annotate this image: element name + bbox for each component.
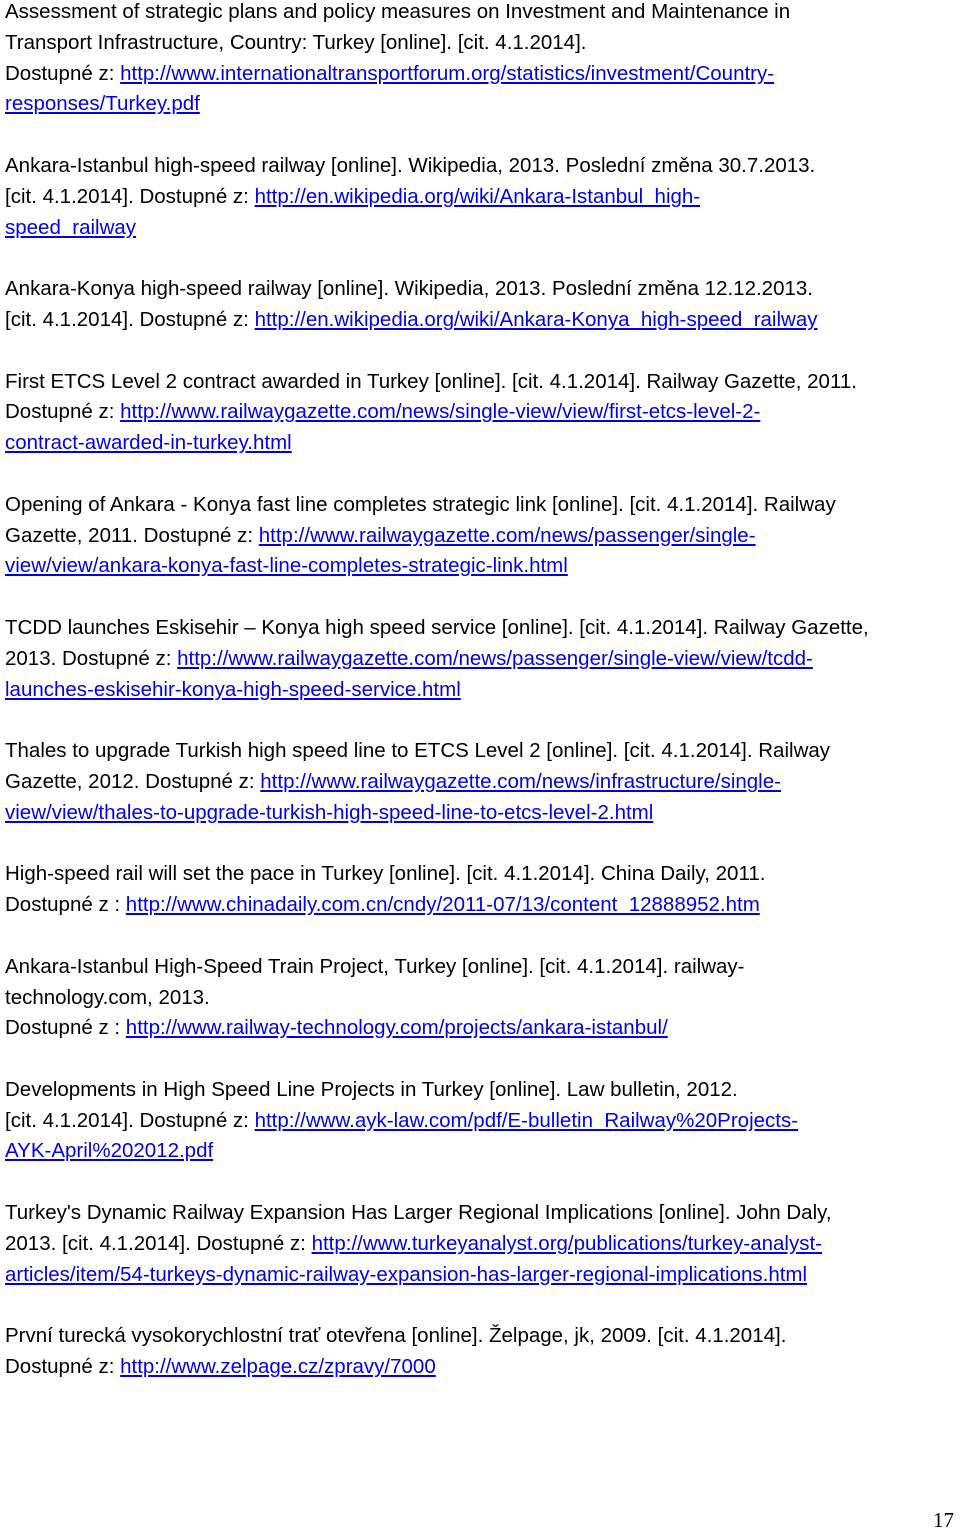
page-number: 17 — [933, 1508, 954, 1532]
reference-text: Dostupné z : — [5, 893, 126, 917]
reference-line — [5, 0, 957, 28]
reference-link[interactable]: http://www.zelpage.cz/zpravy/7000 — [120, 1355, 436, 1379]
reference-link[interactable]: http://en.wikipedia.org/wiki/Ankara-Istanbul_high- — [254, 184, 701, 208]
reference-text: Turkey's Dynamic Railway Expansion Has Larger Regional Implications [online]. John Daly, — [5, 1201, 832, 1225]
reference-line — [5, 1260, 957, 1291]
reference-text: Gazette, 2011. Dostupné z: — [5, 523, 259, 547]
reference-text: TCDD launches Eskisehir – Konya high speed service [online]. [cit. 4.1.2014]. Railway Gazette, — [5, 615, 869, 639]
reference-text: 2013. [cit. 4.1.2014]. Dostupné z: — [5, 1231, 312, 1255]
reference-line — [5, 613, 957, 644]
reference-text: [cit. 4.1.2014]. Dostupné z: — [5, 184, 255, 208]
reference-link[interactable]: http://en.wikipedia.org/wiki/Ankara-Konya_high-speed_railway — [254, 307, 818, 331]
reference-text: Dostupné z: — [5, 61, 121, 85]
reference-link[interactable]: view/view/thales-to-upgrade-turkish-high-speed-line-to-etcs-level-2.html — [5, 800, 654, 824]
reference-text: Ankara-Konya high-speed railway [online]. Wikipedia, 2013. Poslední změna 12.12.2013. — [5, 277, 813, 301]
reference-link[interactable]: contract-awarded-in-turkey.html — [5, 431, 292, 455]
reference-line — [5, 151, 957, 182]
reference-line — [5, 1352, 957, 1383]
reference-line — [5, 1106, 957, 1137]
reference-list — [5, 0, 957, 1414]
reference-text: První turecká vysokorychlostní trať otevřena [online]. Želpage, jk, 2009. [cit. 4.1.2014]. — [5, 1324, 787, 1348]
reference-line — [5, 1013, 957, 1044]
reference-text: Transport Infrastructure, Country: Turkey [online]. [cit. 4.1.2014]. — [5, 30, 587, 54]
reference-text: Assessment of strategic plans and policy measures on Investment and Maintenance in — [5, 0, 791, 23]
reference-link[interactable]: launches-eskisehir-konya-high-speed-service.html — [5, 677, 461, 701]
reference-line — [5, 1075, 957, 1106]
reference-link[interactable]: http://www.railwaygazette.com/news/single-view/view/first-etcs-level-2- — [120, 400, 761, 424]
reference-line — [5, 28, 957, 59]
reference-entry — [5, 274, 957, 336]
reference-link[interactable]: view/view/ankara-konya-fast-line-completes-strategic-link.html — [5, 554, 568, 578]
reference-line — [5, 367, 957, 398]
reference-link[interactable]: AYK-April%202012.pdf — [5, 1139, 214, 1163]
reference-link[interactable]: http://www.railwaygazette.com/news/infrastructure/single- — [260, 769, 781, 793]
reference-entry — [5, 0, 957, 120]
reference-line — [5, 1136, 957, 1167]
reference-line — [5, 428, 957, 459]
reference-text: Dostupné z: — [5, 1355, 121, 1379]
reference-line — [5, 1198, 957, 1229]
reference-text: First ETCS Level 2 contract awarded in Turkey [online]. [cit. 4.1.2014]. Railway Gazette, 2011. — [5, 369, 857, 393]
reference-entry — [5, 952, 957, 1044]
reference-line — [5, 490, 957, 521]
reference-text: Ankara-Istanbul High-Speed Train Project, Turkey [online]. [cit. 4.1.2014]. railway- — [5, 954, 745, 978]
reference-link[interactable]: articles/item/54-turkeys-dynamic-railway-expansion-has-larger-regional-implications.html — [5, 1262, 808, 1286]
reference-line — [5, 675, 957, 706]
reference-line — [5, 397, 957, 428]
reference-line — [5, 798, 957, 829]
reference-entry — [5, 1198, 957, 1290]
reference-text: Gazette, 2012. Dostupné z: — [5, 769, 261, 793]
reference-line — [5, 305, 957, 336]
reference-line — [5, 767, 957, 798]
reference-text: Dostupné z : — [5, 1016, 126, 1040]
reference-text: [cit. 4.1.2014]. Dostupné z: — [5, 1108, 255, 1132]
reference-entry — [5, 490, 957, 582]
reference-entry — [5, 613, 957, 705]
reference-link[interactable]: speed_railway — [5, 215, 137, 239]
reference-text: [cit. 4.1.2014]. Dostupné z: — [5, 307, 255, 331]
reference-entry — [5, 736, 957, 828]
reference-entry — [5, 367, 957, 459]
reference-line — [5, 983, 957, 1014]
reference-entry — [5, 1321, 957, 1383]
reference-entry — [5, 151, 957, 243]
reference-text: High-speed rail will set the pace in Turkey [online]. [cit. 4.1.2014]. China Daily, 2011. — [5, 862, 766, 886]
reference-line — [5, 736, 957, 767]
reference-line — [5, 1229, 957, 1260]
reference-text: 2013. Dostupné z: — [5, 646, 178, 670]
reference-text: Opening of Ankara - Konya fast line completes strategic link [online]. [cit. 4.1.2014]. Railway — [5, 492, 836, 516]
reference-link[interactable]: http://www.turkeyanalyst.org/publications/turkey-analyst- — [311, 1231, 823, 1255]
reference-line — [5, 274, 957, 305]
reference-link[interactable]: responses/Turkey.pdf — [5, 92, 200, 116]
reference-line — [5, 1321, 957, 1352]
reference-text: Dostupné z: — [5, 400, 121, 424]
reference-link[interactable]: http://www.railway-technology.com/projects/ankara-istanbul/ — [125, 1016, 668, 1040]
reference-link[interactable]: http://www.railwaygazette.com/news/passenger/single-view/view/tcdd- — [177, 646, 813, 670]
reference-line — [5, 952, 957, 983]
reference-line — [5, 59, 957, 90]
reference-entry — [5, 1075, 957, 1167]
reference-link[interactable]: http://www.chinadaily.com.cn/cndy/2011-07/13/content_12888952.htm — [125, 893, 760, 917]
reference-line — [5, 213, 957, 244]
reference-line — [5, 521, 957, 552]
reference-link[interactable]: http://www.internationaltransportforum.org/statistics/investment/Country- — [120, 61, 775, 85]
reference-line — [5, 890, 957, 921]
reference-line — [5, 182, 957, 213]
reference-line — [5, 551, 957, 582]
reference-line — [5, 89, 957, 120]
reference-text: Developments in High Speed Line Projects in Turkey [online]. Law bulletin, 2012. — [5, 1077, 738, 1101]
reference-entry — [5, 859, 957, 921]
reference-text: Thales to upgrade Turkish high speed line to ETCS Level 2 [online]. [cit. 4.1.2014]. Railway — [5, 739, 831, 763]
reference-link[interactable]: http://www.ayk-law.com/pdf/E-bulletin_Railway%20Projects- — [254, 1108, 799, 1132]
reference-text: technology.com, 2013. — [5, 985, 210, 1009]
reference-text: Ankara-Istanbul high-speed railway [online]. Wikipedia, 2013. Poslední změna 30.7.2013. — [5, 153, 816, 177]
reference-line — [5, 859, 957, 890]
reference-line — [5, 644, 957, 675]
reference-link[interactable]: http://www.railwaygazette.com/news/passenger/single- — [258, 523, 756, 547]
